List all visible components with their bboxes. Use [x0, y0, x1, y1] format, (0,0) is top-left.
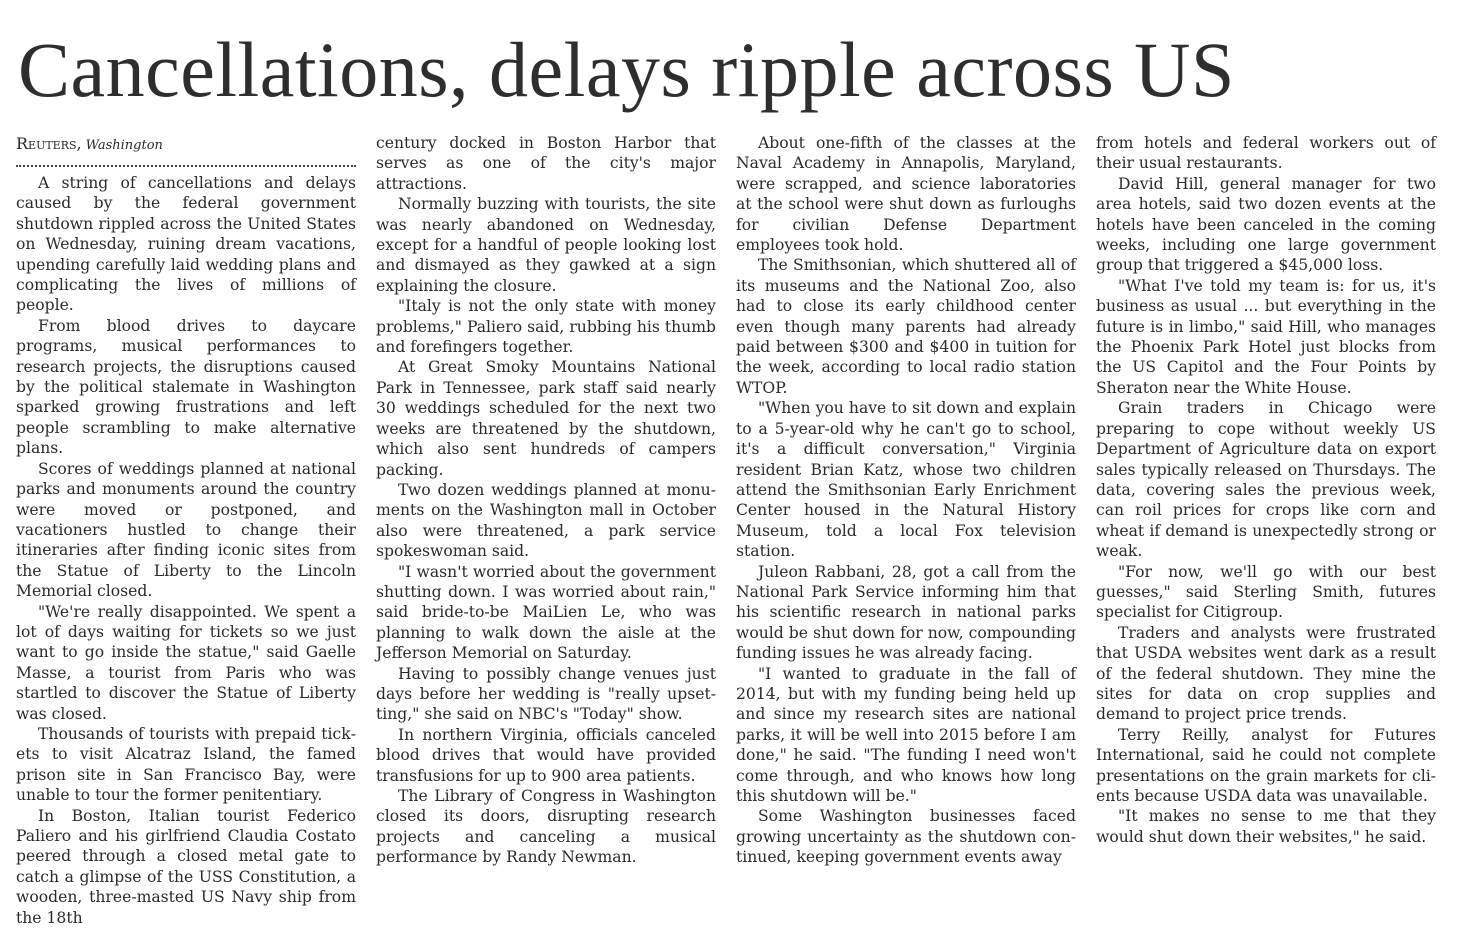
paragraph: Juleon Rabbani, 28, got a call from the National Park Service informing him that his scientific research in national parks would be shut down for now, compounding funding issues he was already facing. [736, 562, 1076, 663]
paragraph: Normally buzzing with tourists, the site was nearly abandoned on Wednesday, except for a handful of people looking lost and dismayed as they gawked at a sign explaining the closure. [376, 195, 716, 295]
paragraph: Traders and analysts were frustrated that USDA websites went dark as a result of the federal shutdown. They mine the sites for data on crop supplies and demand to project price trends. [1096, 623, 1436, 724]
paragraph: In northern Virginia, officials canceled blood drives that would have provided transfusions for up to 900 area patients. [376, 725, 716, 785]
article-column-4 [1096, 133, 1436, 846]
paragraph: Some Washington businesses faced growing uncertainty as the shutdown continued, keeping government events away [736, 807, 1076, 867]
paragraph: Grain traders in Chicago were preparing to cope without weekly US Department of Agriculture data on export sales typically released on Thursdays. The data, covering sales the previous week, can roil prices for crops like corn and wheat if demand is unexpectedly strong or weak. [1096, 399, 1436, 561]
paragraph: In Boston, Italian tourist Federico Paliero and his girlfriend Claudia Costato peered through a closed metal gate to catch a glimpse of the USS Constitution, a wooden, three-masted US Navy ship from the 18th [16, 806, 356, 927]
paragraph: "What I've told my team is: for us, it's business as usual ... but everything in the future is in limbo," said Hill, who manages the Phoenix Park Hotel just blocks from the US Capitol and the Four Points by Sheraton near the White House. [1096, 276, 1436, 397]
paragraph: "When you have to sit down and explain to a 5-year-old why he can't go to school, it's a difficult conversation," Virginia resident Brian Katz, whose two children attend the Smithsonian Early Enrichment Center housed in the Natural History Museum, told a local Fox television station. [736, 399, 1076, 561]
paragraph: from hotels and federal workers out of their usual restaurants. [1096, 134, 1436, 173]
article-column-2 [376, 133, 716, 867]
paragraph: At Great Smoky Mountains National Park in Tennessee, park staff said nearly 30 weddings scheduled for the next two weeks are threatened by the shutdown, which also sent hundreds of campers packing. [376, 358, 716, 479]
byline [16, 133, 356, 157]
paragraph: "I wanted to graduate in the fall of 2014, but with my funding being held up and since my research sites are national parks, it will be well into 2015 before I am done," he said. "The funding I need won't come through, and who knows how long this shutdown will be." [736, 664, 1076, 805]
headline: Cancellations, delays ripple across US [18, 26, 1235, 113]
paragraph: Scores of weddings planned at national parks and monuments around the country were moved or postponed, and vacationers hustled to change their itineraries after finding iconic sites from the Statue of Liberty to the Lincoln Memorial closed. [16, 459, 356, 601]
paragraph: Having to possibly change venues just days before her wedding is "really upsetting," she said on NBC's "Today" show. [376, 664, 716, 724]
paragraph: century docked in Boston Harbor that serves as one of the city's major attractions. [376, 134, 716, 193]
paragraph: The Smithsonian, which shuttered all of its museums and the National Zoo, also had to close its early childhood center even though many parents had already paid between $300 and $400 in tuition for the week, according to local radio station WTOP. [736, 256, 1076, 397]
paragraph: "I wasn't worried about the government shutting down. I was worried about rain," said bride-to-be MaiLien Le, who was planning to walk down the aisle at the Jefferson Memorial on Saturday. [376, 562, 716, 663]
paragraph: The Library of Congress in Washington closed its doors, disrupting research projects and canceling a musical performance by Randy Newman. [376, 787, 716, 867]
paragraph: Terry Reilly, analyst for Futures International, said he could not complete presentations on the grain markets for clients because USDA data was unavailable. [1096, 725, 1436, 805]
paragraph: Two dozen weddings planned at monuments on the Washington mall in October also were threatened, a park service spokeswoman said. [376, 480, 716, 561]
article-column-1 [16, 133, 356, 927]
paragraph: David Hill, general manager for two area hotels, said two dozen events at the hotels have been canceled in the coming weeks, including one large government group that triggered a $45,000 loss. [1096, 174, 1436, 275]
article-column-3 [736, 133, 1076, 867]
byline-agency: Reuters, [16, 134, 82, 153]
paragraph: Thousands of tourists with prepaid tickets to visit Alcatraz Island, the famed prison site in San Francisco Bay, were unable to tour the former penitentiary. [16, 724, 356, 805]
paragraph: About one-fifth of the classes at the Naval Academy in Annapolis, Maryland, were scrapped, and science laboratories at the school were shut down as furloughs for civilian Defense Department employees took hold. [736, 134, 1076, 255]
byline-location: Washington [85, 138, 163, 153]
paragraph: From blood drives to daycare programs, musical performances to research projects, the disruptions caused by the political stalemate in Washington sparked growing frustrations and left people scrambling to make alternative plans. [16, 316, 356, 458]
byline-divider [16, 165, 356, 167]
paragraph: "We're really disappointed. We spent a lot of days waiting for tickets so we just want to go inside the statue," said Gaelle Masse, a tourist from Paris who was startled to discover the Statue of Liberty was closed. [16, 602, 356, 723]
paragraph: "It makes no sense to me that they would shut down their websites," he said. [1096, 807, 1436, 846]
paragraph: "For now, we'll go with our best guesses," said Sterling Smith, futures specialist for Citigroup. [1096, 562, 1436, 622]
paragraph: "Italy is not the only state with money problems," Paliero said, rubbing his thumb and forefingers together. [376, 297, 716, 357]
paragraph: A string of cancellations and delays caused by the federal government shutdown rippled across the United States on Wednesday, ruining dream vacations, upending carefully laid wedding plans and complicating the lives of millions of people. [16, 174, 356, 315]
